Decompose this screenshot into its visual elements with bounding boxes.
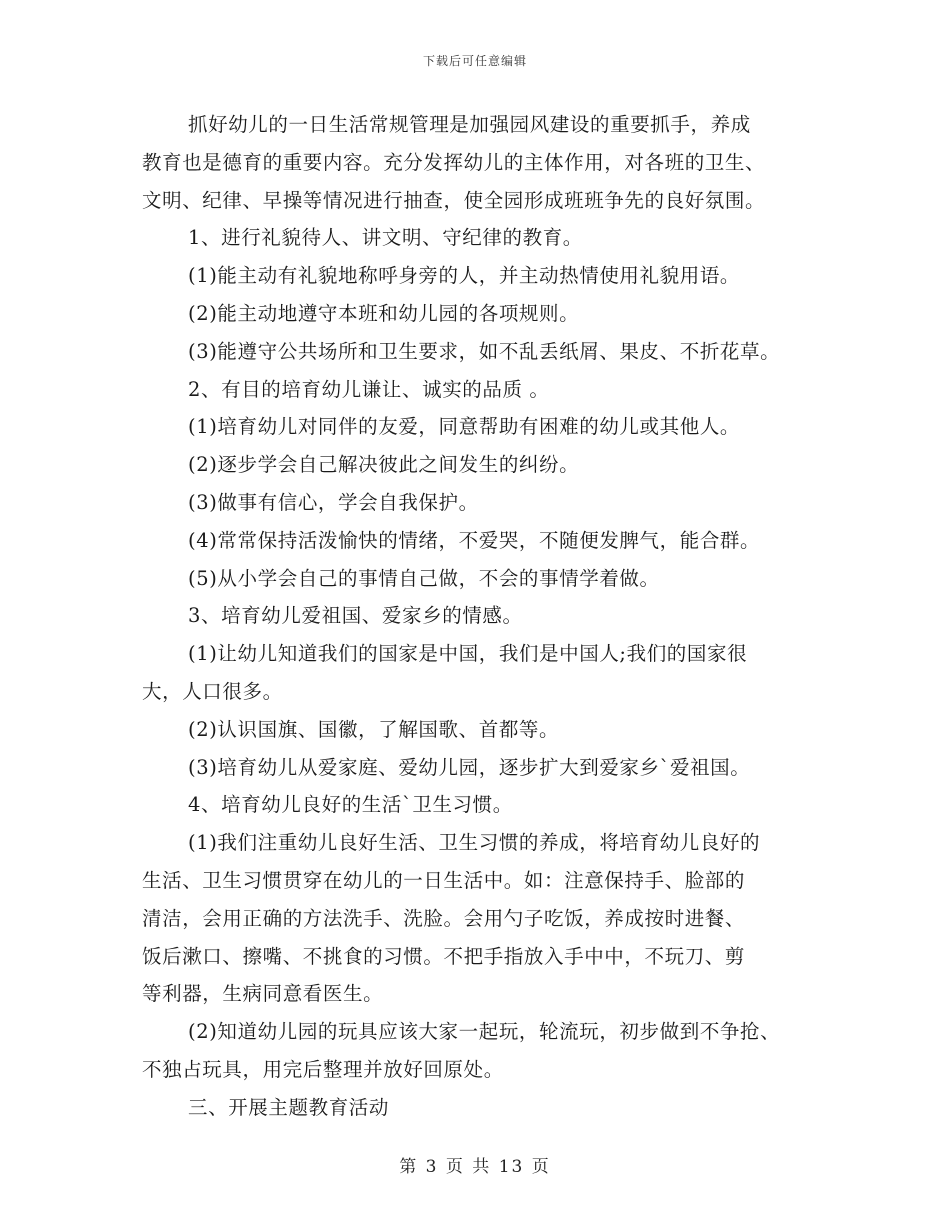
text-line: (3)培育幼儿从爱家庭、爱幼儿园，逐步扩大到爱家乡`爱祖国。: [188, 755, 751, 779]
text-line: (1)能主动有礼貌地称呼身旁的人，并主动热情使用礼貌用语。: [188, 264, 741, 288]
text-line: 清洁，会用正确的方法洗手、洗脸。会用勺子吃饭，养成按时进餐、: [142, 906, 746, 930]
text-line: (1)我们注重幼儿良好生活、卫生习惯的养成，将培育幼儿良好的: [188, 831, 761, 855]
text-line: 大，人口很多。: [142, 679, 283, 703]
text-line: (2)知道幼儿园的玩具应该大家一起玩，轮流玩，初步做到不争抢、: [188, 1020, 781, 1044]
text-line: 抓好幼儿的一日生活常规管理是加强园风建设的重要抓手，养成: [188, 113, 751, 136]
text-line: 文明、纪律、早操等情况进行抽查，使全园形成班班争先的良好氛围。: [142, 188, 766, 212]
text-line: (4)常常保持活泼愉快的情绪，不爱哭，不随便发脾气，能合群。: [188, 528, 761, 552]
text-line: (2)逐步学会自己解决彼此之间发生的纠纷。: [188, 453, 580, 477]
text-line: 4、培育幼儿良好的生活`卫生习惯。: [188, 793, 513, 817]
text-line: 教育也是德育的重要内容。充分发挥幼儿的主体作用，对各班的卫生、: [142, 150, 766, 174]
text-line: 生活、卫生习惯贯穿在幼儿的一日生活中。如：注意保持手、脸部的: [142, 868, 746, 892]
text-line: (3)能遵守公共场所和卫生要求，如不乱丢纸屑、果皮、不折花草。: [188, 339, 781, 363]
text-line: (2)能主动地遵守本班和幼儿园的各项规则。: [188, 301, 580, 325]
text-line: 饭后漱口、擦嘴、不挑食的习惯。不把手指放入手中中，不玩刀、剪: [142, 944, 746, 968]
text-line: 不独占玩具，用完后整理并放好回原处。: [142, 1057, 504, 1081]
header-note: 下载后可任意编辑: [422, 54, 527, 68]
body-text: [142, 106, 822, 1127]
text-line: (3)做事有信心，学会自我保护。: [188, 490, 479, 514]
text-line: 等利器，生病同意看医生。: [142, 982, 384, 1006]
text-line: (1)培育幼儿对同伴的友爱，同意帮助有困难的幼儿或其他人。: [188, 415, 741, 439]
text-line: (2)认识国旗、国徽，了解国歌、首都等。: [188, 717, 560, 741]
text-line: 1、进行礼貌待人、讲文明、守纪律的教育。: [188, 226, 583, 250]
text-line: 3、培育幼儿爱祖国、爱家乡的情感。: [188, 604, 523, 628]
text-line: (1)让幼儿知道我们的国家是中国，我们是中国人;我们的国家很: [188, 642, 748, 666]
text-line: (5)从小学会自己的事情自己做，不会的事情学着做。: [188, 566, 660, 590]
text-line: 三、开展主题教育活动: [188, 1095, 390, 1119]
text-line: 2、有目的培育幼儿谦让、诚实的品质 。: [188, 377, 550, 401]
page-number-footer: 第 3 页 共 13 页: [399, 1157, 551, 1177]
